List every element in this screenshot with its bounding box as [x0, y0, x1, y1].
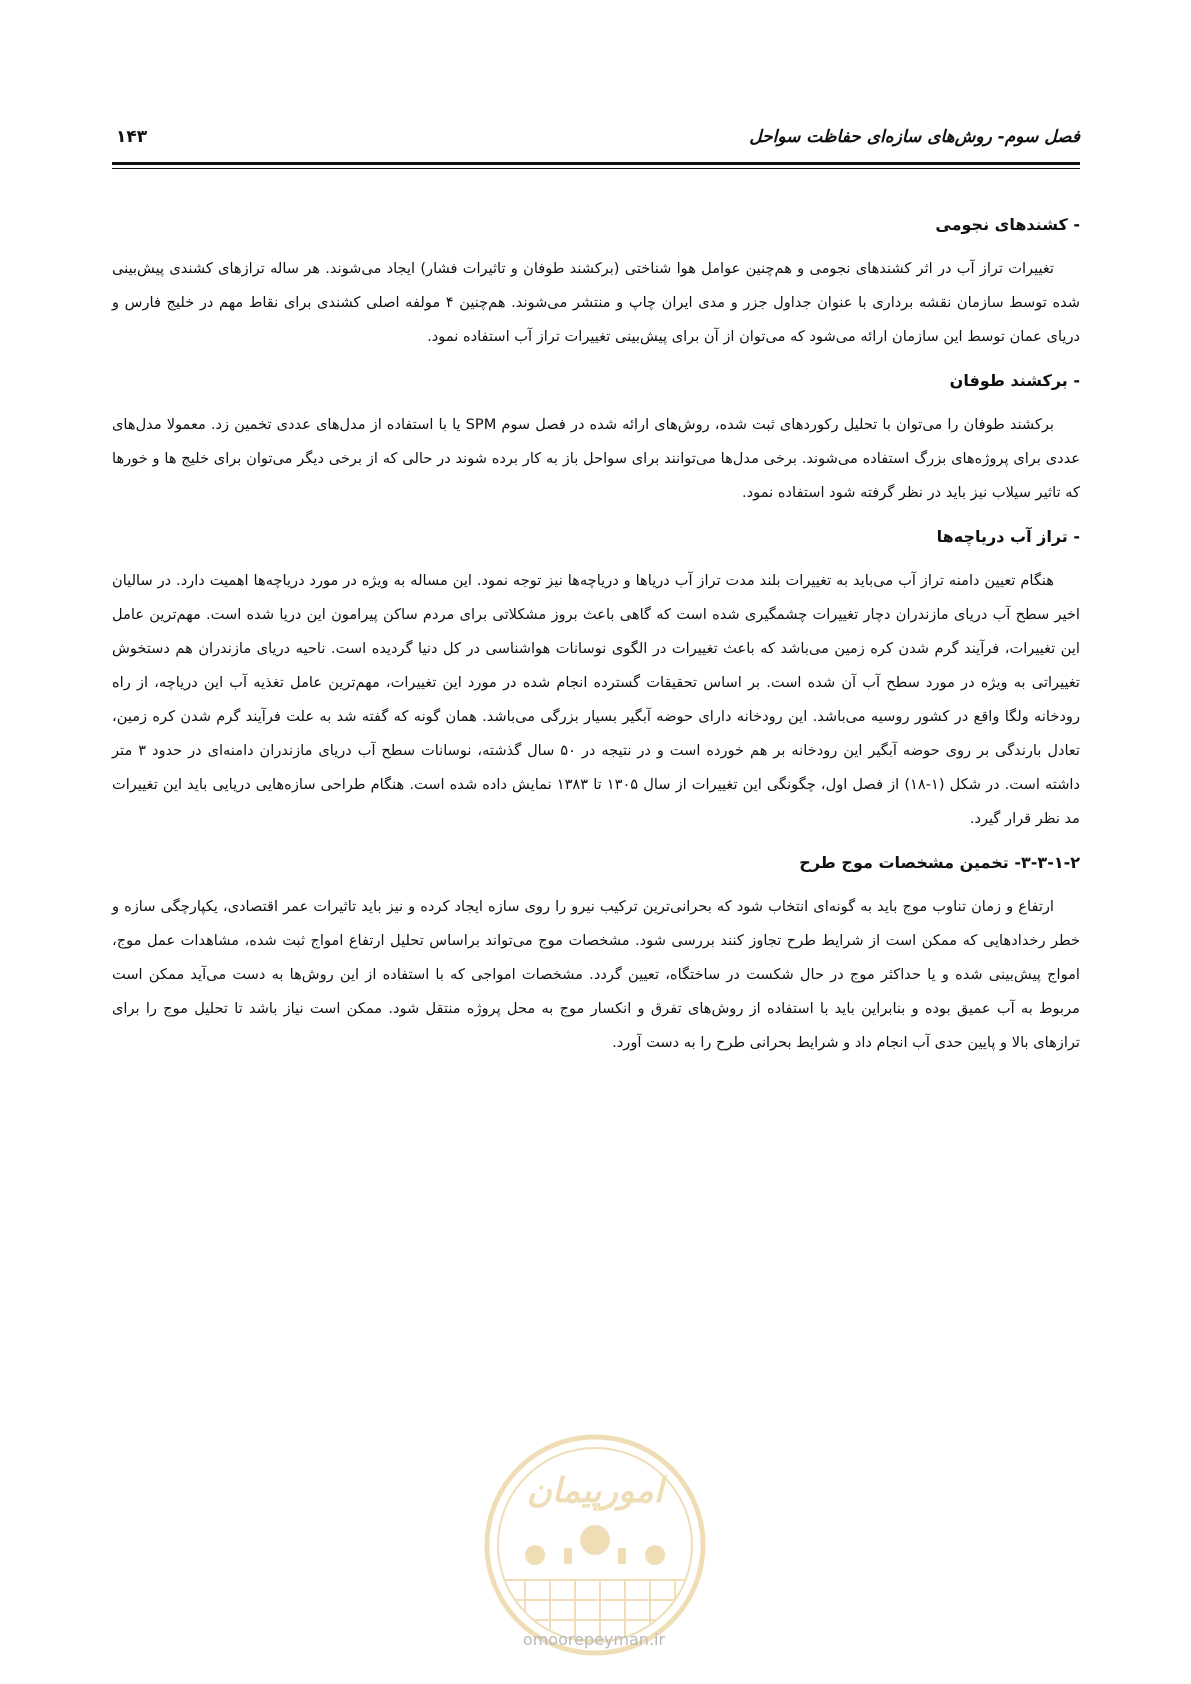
section-storm-surge — [112, 368, 1080, 510]
section-astronomical-tides — [112, 212, 1080, 354]
chapter-title: فصل سوم- روش‌های سازه‌ای حفاظت سواحل — [749, 127, 1080, 147]
page-content — [112, 212, 1080, 1074]
header-rule-thin — [112, 168, 1080, 169]
watermark-logo — [480, 1430, 710, 1660]
section-lake-levels — [112, 524, 1080, 836]
section-paragraph: ارتفاع و زمان تناوب موج باید به گونه‌ای انتخاب شود که بحرانی‌ترین ترکیب نیرو را روی سازه ایجاد کرده و نیز باید تاثیرات عمر اقتصادی، یکپارچگی سازه و خطر رخدادهایی که ممکن است از شرایط طرح تجاوز کنند بررسی شود. مشخصات موج می‌تواند براساس تحلیل ارتفاع امواج ثبت شده، مشاهدات عمل موج، امواج پیش‌بینی شده و یا حداکثر موج در حال شکست در ساختگاه، تعیین گردد. مشخصات امواجی که با استفاده از این روش‌ها به دست می‌آید ممکن است مربوط به آب عمیق بوده و بنابراین باید با استفاده از روش‌های تفرق و انکسار موج به محل پروژه منتقل شود. ممکن است نیاز باشد تا تحلیل موج را برای ترازهای بالا و پایین حدی آب انجام داد و شرایط بحرانی طرح را به دست آورد. — [112, 898, 1080, 1051]
section-paragraph: برکشند طوفان را می‌توان با تحلیل رکوردهای ثبت شده، روش‌های ارائه شده در فصل سوم SPM یا با استفاده از مدل‌های عددی تخمین زد. معمولا مدل‌های عددی برای پروژه‌های بزرگ استفاده می‌شوند. برخی مدل‌ها می‌توانند برای سواحل باز به کار برده شوند در حالی که از برخی دیگر می‌توان برای خلیج ها و خورها که تاثیر سیلاب نیز باید در نظر گرفته شود استفاده نمود. — [112, 416, 1080, 501]
page-header — [112, 127, 1080, 157]
section-paragraph: هنگام تعیین دامنه تراز آب می‌باید به تغییرات بلند مدت تراز آب دریاها و دریاچه‌ها نیز توجه نمود. این مساله به ویژه در مورد دریاچه‌ها اهمیت دارد. در سالیان اخیر سطح آب دریای مازندران دچار تغییرات چشمگیری شده است که گاهی باعث بروز مشکلاتی برای مردم ساکن پیرامون این دریا شده است. مهم‌ترین عامل این تغییرات، فرآیند گرم شدن کره زمین می‌باشد که باعث تغییرات در الگوی نوسانات هواشناسی در کل دنیا گردیده است. ناحیه دریای مازندران هم دستخوش تغییراتی به ویژه در مورد سطح آب آن شده است. بر اساس تحقیقات گسترده انجام شده در مورد این تغییرات، مهم‌ترین عامل تغذیه آب این دریاچه، از راه رودخانه ولگا واقع در کشور روسیه می‌باشد. این رودخانه دارای حوضه آبگیر بسیار بزرگی می‌باشد. همان گونه که گفته شد به علت فرآیند گرم شدن کره زمین، تعادل بارندگی بر روی حوضه آبگیر این رودخانه بر هم خورده است و در نتیجه در ۵۰ سال گذشته، نوسانات سطح آب دریای مازندران دامنه‌ای در حدود ۳ متر داشته است. در شکل (۱-۱۸) از فصل اول، چگونگی این تغییرات از سال ۱۳۰۵ تا ۱۳۸۳ نمایش داده شده است. هنگام طراحی سازه‌هایی دریایی باید این تغییرات مد نظر قرار گیرد. — [112, 572, 1080, 827]
section-heading: ۳-۳-۱-۲- تخمین مشخصات موج طرح — [799, 853, 1080, 872]
section-heading: - تراز آب دریاچه‌ها — [936, 527, 1080, 546]
section-paragraph: تغییرات تراز آب در اثر کشندهای نجومی و هم‌چنین عوامل هوا شناختی (برکشند طوفان و تاثیرات فشار) ایجاد می‌شوند. هر ساله ترازهای کشندی پیش‌بینی شده توسط سازمان نقشه برداری با عنوان جداول جزر و مدی ایران چاپ و منتشر می‌شوند. هم‌چنین ۴ مولفه اصلی کشندی برای نقاط مهم در خلیج فارس و دریای عمان توسط این سازمان ارائه می‌شود که می‌توان از آن برای پیش‌بینی تغییرات تراز آب استفاده نمود. — [112, 260, 1080, 345]
watermark-url: omoorepeyman.ir — [522, 1630, 666, 1649]
header-rule-thick — [112, 162, 1080, 165]
watermark-logo-text: امورپیمان — [526, 1471, 664, 1511]
page-number: ۱۴۳ — [116, 127, 148, 147]
section-heading: - برکشند طوفان — [949, 371, 1080, 390]
section-design-wave — [112, 850, 1080, 1060]
section-heading: - کشندهای نجومی — [935, 215, 1080, 234]
